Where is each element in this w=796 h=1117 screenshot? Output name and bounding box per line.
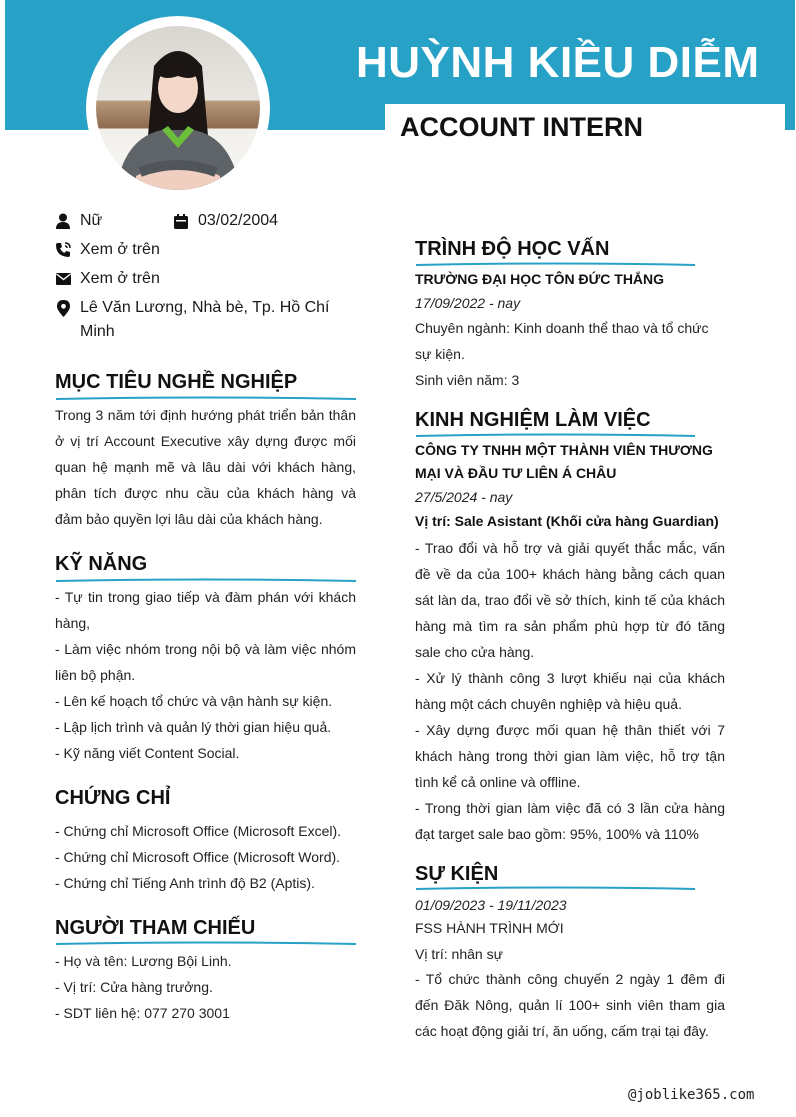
experience-title: KINH NGHIỆM LÀM VIỆC	[415, 409, 651, 431]
list-item: - Trao đổi và hỗ trợ và giải quyết thắc mắc, vấn đề về da của 100+ khách hàng bằng cách quan sát làn da, trao đổi về sở thích, kinh tế của khách hàng mà tìm ra sản phẩm phù hợp từ đó tăng sale cho cửa hàng.	[415, 540, 725, 660]
list-item: - Tự tin trong giao tiếp và đàm phán với khách hàng,	[55, 589, 356, 631]
experience-period: 27/5/2024 - nay	[415, 489, 513, 505]
address-value: Lê Văn Lương, Nhà bè, Tp. Hồ Chí Minh	[80, 299, 330, 340]
event-name: FSS HÀNH TRÌNH MỚI	[415, 920, 564, 936]
objective-text: Trong 3 năm tới định hướng phát triển bản thân ở vị trí Account Executive xây dựng được mối quan hệ mạnh mẽ và lâu dài với khách hàng, phân tích được nhu cầu của khách hàng và đảm bảo quyền lợi lâu dài của khách hàng.	[55, 407, 356, 527]
list-item: - Kỹ năng viết Content Social.	[55, 745, 240, 761]
references-title: NGƯỜI THAM CHIẾU	[55, 917, 256, 939]
education-title: TRÌNH ĐỘ HỌC VẤN	[415, 238, 610, 260]
list-item: - Chứng chỉ Microsoft Office (Microsoft Excel).	[55, 823, 342, 839]
certificates-list	[55, 818, 356, 896]
job-title: ACCOUNT INTERN	[400, 112, 643, 142]
candidate-name: HUỲNH KIỀU DIỄM	[356, 38, 760, 87]
birthdate-value: 03/02/2004	[198, 212, 279, 229]
phone-value: Xem ở trên	[80, 241, 160, 258]
list-item: - Lên kế hoạch tổ chức và vận hành sự kiện.	[55, 693, 333, 709]
education-major: Chuyên ngành: Kinh doanh thể thao và tổ chức sự kiện.	[415, 320, 709, 362]
watermark: @joblike365.com	[628, 1087, 755, 1103]
events-title: SỰ KIỆN	[415, 863, 499, 885]
avatar	[86, 16, 270, 200]
birthdate-row	[172, 209, 278, 233]
events-list	[415, 966, 725, 1044]
list-item: - Chứng chỉ Tiếng Anh trình độ B2 (Aptis).	[55, 875, 315, 891]
phone-row	[54, 238, 160, 262]
skills-list	[55, 584, 356, 766]
list-item: - Vị trí: Cửa hàng trưởng.	[55, 979, 213, 995]
education-period: 17/09/2022 - nay	[415, 295, 521, 311]
objective-title: MỤC TIÊU NGHỀ NGHIỆP	[55, 371, 298, 393]
events-period: 01/09/2023 - 19/11/2023	[415, 897, 567, 913]
mail-icon	[54, 267, 72, 291]
address-row	[54, 296, 344, 344]
list-item: - Làm việc nhóm trong nội bộ và làm việc nhóm liên bộ phận.	[55, 641, 356, 683]
list-item: - Lập lịch trình và quản lý thời gian hiệu quả.	[55, 719, 332, 735]
list-item: - SDT liên hệ: 077 270 3001	[55, 1005, 230, 1021]
experience-position: Vị trí: Sale Asistant (Khối cửa hàng Guardian)	[415, 513, 719, 529]
experience-list	[415, 535, 725, 847]
list-item: - Xử lý thành công 3 lượt khiếu nại của khách hàng một cách chuyên nghiệp và hiệu quả.	[415, 670, 725, 712]
certificates-title: CHỨNG CHỈ	[55, 787, 171, 809]
gender-row	[54, 209, 102, 233]
calendar-icon	[172, 209, 190, 233]
event-position: Vị trí: nhân sự	[415, 946, 503, 962]
location-icon	[54, 296, 72, 320]
list-item: - Xây dựng được mối quan hệ thân thiết với 7 khách hàng trong thời gian làm việc, hỗ trợ tận tình kể cả online và offline.	[415, 722, 725, 790]
gender-value: Nữ	[80, 212, 103, 229]
list-item: - Họ và tên: Lương Bội Linh.	[55, 953, 232, 969]
references-list	[55, 948, 356, 1026]
education-year: Sinh viên năm: 3	[415, 372, 520, 388]
skills-title: KỸ NĂNG	[55, 553, 148, 575]
profile-photo	[96, 26, 260, 190]
school-name: TRƯỜNG ĐẠI HỌC TÔN ĐỨC THẮNG	[415, 271, 665, 287]
email-row	[54, 267, 160, 291]
list-item: - Tổ chức thành công chuyến 2 ngày 1 đêm đi đến Đăk Nông, quản lí 100+ sinh viên tham gia các hoạt động giải trí, ăn uống, cấm trại tại đây.	[415, 971, 725, 1039]
list-item: - Trong thời gian làm việc đã có 3 lần cửa hàng đạt target sale bao gồm: 95%, 100% và 110%	[415, 800, 725, 842]
events-underline	[415, 885, 697, 893]
person-icon	[54, 209, 72, 233]
email-value: Xem ở trên	[80, 270, 160, 287]
list-item: - Chứng chỉ Microsoft Office (Microsoft Word).	[55, 849, 341, 865]
phone-icon	[54, 238, 72, 262]
references-underline	[55, 940, 357, 948]
company-name: CÔNG TY TNHH MỘT THÀNH VIÊN THƯƠNG MẠI VÀ ĐẦU TƯ LIÊN Á CHÂU	[415, 442, 713, 481]
